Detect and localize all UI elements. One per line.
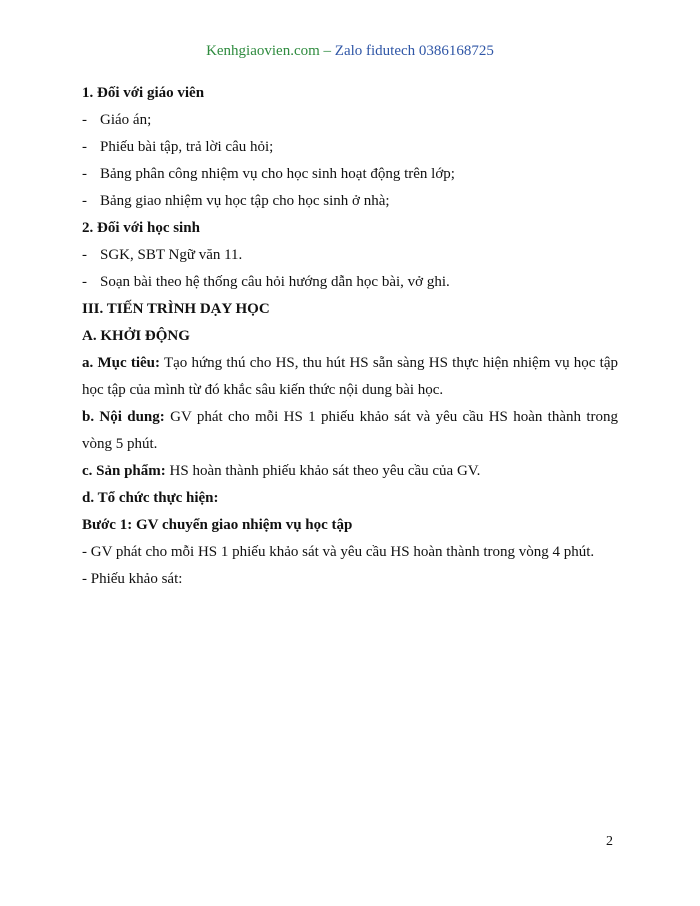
student-heading: 2. Đối với học sinh [82, 220, 200, 236]
process-heading: III. TIẾN TRÌNH DẠY HỌC [82, 301, 270, 317]
product-paragraph [82, 458, 618, 485]
header-zalo-link[interactable]: Zalo fidutech 0386168725 [334, 43, 494, 59]
bullet-dash: - [82, 274, 87, 290]
goal-label: a. Mục tiêu: [82, 355, 160, 371]
content-text: GV phát cho mỗi HS 1 phiếu khảo sát và yêu cầu HS hoàn thành trong vòng 5 phút. [82, 409, 619, 452]
content-paragraph [82, 404, 618, 458]
list-item [82, 188, 618, 215]
step1-line: - Phiếu khảo sát: [82, 571, 183, 587]
bullet-dash: - [82, 247, 87, 263]
product-text: HS hoàn thành phiếu khảo sát theo yêu cầu của GV. [165, 463, 481, 479]
step1-heading: Bước 1: GV chuyển giao nhiệm vụ học tập [82, 517, 353, 533]
goal-text: Tạo hứng thú cho HS, thu hút HS sẵn sàng HS thực hiện nhiệm vụ học tập học tập của mình từ đó khắc sâu kiến thức nội dung bài học. [82, 355, 618, 398]
list-item [82, 107, 618, 134]
bullet-dash: - [82, 166, 87, 182]
list-item [82, 269, 618, 296]
list-item [82, 161, 618, 188]
goal-paragraph [82, 350, 618, 404]
teacher-item-text: Giáo án; [100, 112, 152, 128]
student-item-text: SGK, SBT Ngữ văn 11. [100, 247, 243, 263]
product-label: c. Sản phẩm: [82, 463, 166, 479]
list-item [82, 242, 618, 269]
teacher-item-text: Phiếu bài tập, trả lời câu hỏi; [100, 139, 274, 155]
teacher-item-text: Bảng phân công nhiệm vụ cho học sinh hoạt động trên lớp; [100, 166, 455, 182]
header-site-link[interactable]: Kenhgiaovien.com [206, 43, 320, 59]
document-body [82, 80, 618, 593]
step1-line: - GV phát cho mỗi HS 1 phiếu khảo sát và yêu cầu HS hoàn thành trong vòng 4 phút. [82, 544, 595, 560]
start-heading: A. KHỞI ĐỘNG [82, 328, 190, 344]
list-item [82, 134, 618, 161]
content-label: b. Nội dung: [82, 409, 165, 425]
header-separator: – [319, 43, 335, 59]
bullet-dash: - [82, 139, 87, 155]
page-header [0, 40, 700, 62]
organize-heading: d. Tổ chức thực hiện: [82, 490, 219, 506]
teacher-item-text: Bảng giao nhiệm vụ học tập cho học sinh ở nhà; [100, 193, 390, 209]
bullet-dash: - [82, 112, 87, 128]
student-item-text: Soạn bài theo hệ thống câu hỏi hướng dẫn học bài, vở ghi. [100, 274, 450, 290]
page-number: 2 [606, 834, 613, 849]
teacher-heading: 1. Đối với giáo viên [82, 85, 205, 101]
bullet-dash: - [82, 193, 87, 209]
